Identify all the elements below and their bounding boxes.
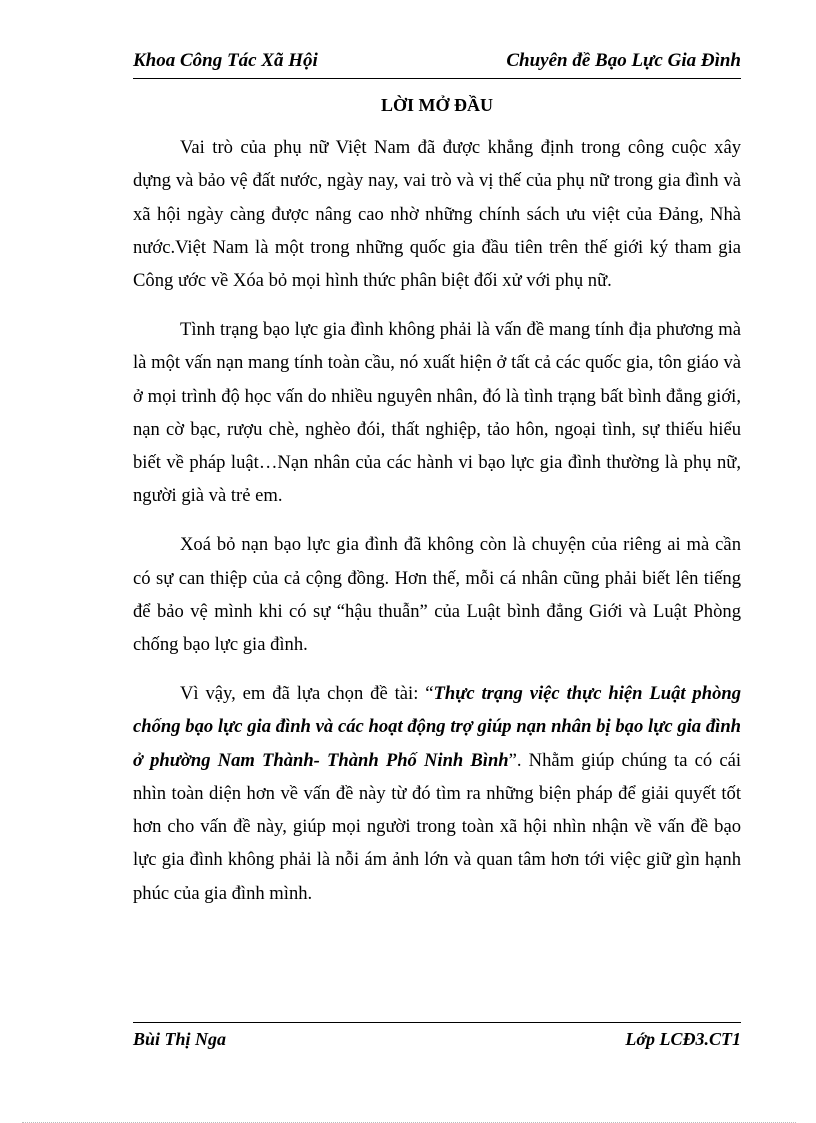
- page-title: LỜI MỞ ĐẦU: [381, 95, 493, 115]
- paragraph-1: Vai trò của phụ nữ Việt Nam đã được khẳng định trong công cuộc xây dựng và bảo vệ đất nước, ngày nay, vai trò và vị thế của phụ nữ trong gia đình và xã hội ngày càng được nâng cao nhờ những chính sách ưu việt của Đảng, Nhà nước.Việt Nam là một trong những quốc gia đầu tiên trên thế giới ký tham gia Công ước về Xóa bỏ mọi hình thức phân biệt đối xử với phụ nữ.: [133, 137, 741, 292]
- header-topic: Chuyên đề Bạo Lực Gia Đình: [506, 50, 741, 71]
- paragraph-2: Tình trạng bạo lực gia đình không phải là vấn đề mang tính địa phương mà là một vấn nạn mang tính toàn cầu, nó xuất hiện ở tất cả các quốc gia, tôn giáo và ở mọi trình độ học vấn do nhiều nguyên nhân, đó là tình trạng bất bình đẳng giới, nạn cờ bạc, rượu chè, nghèo đói, thất nghiệp, tảo hôn, ngoại tình, sự thiếu hiểu biết về pháp luật…Nạn nhân của các hành vi bạo lực gia đình thường là phụ nữ, người già và trẻ em.: [133, 318, 741, 507]
- footer-author: Bùi Thị Nga: [133, 1029, 227, 1049]
- document-body: [133, 131, 741, 926]
- paragraph-4-intro: Vì vậy, em đã lựa chọn đề tài: “: [180, 682, 434, 704]
- header-faculty: Khoa Công Tác Xã Hội: [133, 50, 318, 71]
- thesis-topic: Thực trạng việc thực hiện Luật phòng chống bạo lực gia đình và các hoạt động trợ giúp nạn nhân bị bạo lực gia đình ở phường Nam Thành- Thành Phố Ninh Bình: [133, 682, 742, 771]
- page-header: [133, 50, 741, 79]
- paragraph-3: Xoá bỏ nạn bạo lực gia đình đã không còn là chuyện của riêng ai mà cần có sự can thiệp của cả cộng đồng. Hơn thế, mỗi cá nhân cũng phải biết lên tiếng để bảo vệ mình khi có sự “hậu thuẫn” của Luật bình đẳng Giới và Luật Phòng chống bạo lực gia đình.: [133, 534, 741, 656]
- footer-class: Lớp LCĐ3.CT1: [625, 1029, 741, 1049]
- page-footer: [133, 1022, 741, 1050]
- paragraph-4-rest: ”. Nhằm giúp chúng ta có cái nhìn toàn diện hơn về vấn đề này từ đó tìm ra những biện pháp để giải quyết tốt hơn cho vấn đề này, giúp mọi người trong toàn xã hội nhìn nhận về vấn đề bạo lực gia đình không phải là nỗi ám ảnh lớn và quan tâm hơn tới việc giữ gìn hạnh phúc của gia đình mình.: [133, 749, 741, 904]
- paragraph-4: [133, 677, 741, 910]
